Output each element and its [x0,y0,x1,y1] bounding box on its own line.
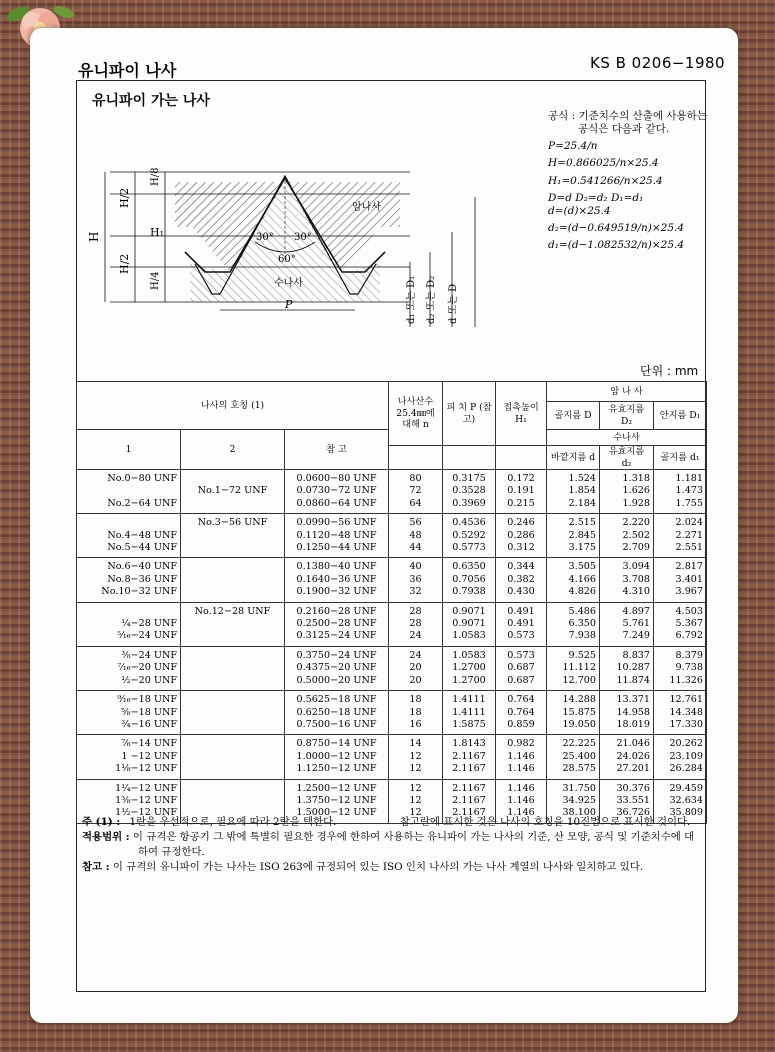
thread-dimensions-table [76,381,707,824]
formula-line: d₂=(d−0.649519/n)×25.4 [548,221,685,234]
header-minor-male: 골지름 d₁ [654,446,707,470]
table-cell-D1: 12.761 14.348 17.330 [654,691,707,735]
formula-line: 공식 : 기준치수의 산출에 사용하는 [548,110,707,122]
table-cell-c1: No.4−48 UNF No.5−44 UNF [77,514,181,558]
table-cell-n: 12 12 12 [389,779,443,823]
header-pitch: 피 치 P (참 고) [443,382,496,446]
table-cell-ref: 0.5625−18 UNF 0.6250−18 UNF 0.7500−16 UNF [285,691,389,735]
table-cell-D: 3.505 4.166 4.826 [547,558,600,602]
scope-note [82,830,702,860]
standard-number: KS B 0206−1980 [590,54,726,72]
table-cell-h: 0.344 0.382 0.430 [496,558,547,602]
header-minor-female: 안지름 D₁ [654,402,707,430]
formula-block [548,110,708,252]
table-cell-n: 56 48 44 [389,514,443,558]
table-cell-n: 80 72 64 [389,470,443,514]
label-60deg: 60° [278,254,296,265]
header-col2: 2 [181,430,285,470]
table-cell-c1: ⅜−24 UNF ⁷⁄₁₆−20 UNF ½−20 UNF [77,646,181,690]
note-1-text2: 참고란에 표시한 것은 나사의 호칭을 10진법으로 표시한 것이다. [399,816,691,828]
label-h2-top: H/2 [118,187,131,208]
table-cell-c2 [181,646,285,690]
table-cell-c1: No.0−80 UNF No.2−64 UNF [77,470,181,514]
header-female-thread: 암 나 사 [547,382,707,402]
table-cell-p: 0.4536 0.5292 0.5773 [443,514,496,558]
table-cell-ref: 0.0990−56 UNF 0.1120−48 UNF 0.1250−44 UNF [285,514,389,558]
note-1 [82,815,702,830]
table-cell-c2: No.1−72 UNF [181,470,285,514]
table-cell-D2: 30.376 33.551 36.726 [600,779,654,823]
table-row [77,646,707,690]
table-cell-h: 0.491 0.491 0.573 [496,602,547,646]
table-cell-D2: 2.220 2.502 2.709 [600,514,654,558]
table-cell-c2: No.3−56 UNF [181,514,285,558]
table-cell-c1: ⅞−14 UNF 1 −12 UNF 1⅛−12 UNF [77,735,181,779]
table-cell-p: 1.4111 1.4111 1.5875 [443,691,496,735]
table-cell-n: 28 28 24 [389,602,443,646]
label-30deg-left: 30° [256,232,274,243]
table-cell-h: 0.764 0.764 0.859 [496,691,547,735]
note-1-text: 1란을 우선적으로, 필요에 따라 2란을 택한다. [129,816,337,828]
table-cell-ref: 0.8750−14 UNF 1.0000−12 UNF 1.1250−12 UNF [285,735,389,779]
table-cell-h: 0.246 0.286 0.312 [496,514,547,558]
unit-label: 단위 : mm [640,364,699,378]
table-cell-c1: ¼−28 UNF ⁵⁄₁₆−24 UNF [77,602,181,646]
scope-label: 적용범위 : [82,831,130,844]
formula-line: D=d D₂=d₂ D₁=d₁ [548,191,644,204]
table-cell-p: 0.3175 0.3528 0.3969 [443,470,496,514]
table-cell-D1: 4.503 5.367 6.792 [654,602,707,646]
label-d1: d₁ 또는 D₁ [406,275,417,324]
header-male-thread: 수나사 [547,430,707,446]
table-row [77,558,707,602]
table-cell-c2 [181,691,285,735]
table-row [77,602,707,646]
section-title: 유니파이 가는 나사 [92,93,210,109]
reference-text: 이 규격의 유니파이 가는 나사는 ISO 263에 규정되어 있는 ISO 인치 나사의 가는 나사 계열의 나사와 일치하고 있다. [112,861,644,874]
table-cell-D: 14.288 15.875 19.050 [547,691,600,735]
header-pitch-female: 유효지름 D₂ [600,402,654,430]
table-cell-p: 1.0583 1.2700 1.2700 [443,646,496,690]
table-cell-D1: 2.817 3.401 3.967 [654,558,707,602]
table-cell-n: 18 18 16 [389,691,443,735]
table-cell-D2: 4.897 5.761 7.249 [600,602,654,646]
table-cell-p: 0.6350 0.7056 0.7938 [443,558,496,602]
table-cell-D2: 3.094 3.708 4.310 [600,558,654,602]
formula-line: H₁=0.541266/n×25.4 [548,174,663,187]
label-female-thread: 암나사 [352,202,381,213]
formula-line: P=25.4/n [548,140,598,153]
table-cell-ref: 0.1380−40 UNF 0.1640−36 UNF 0.1900−32 UNF [285,558,389,602]
table-cell-ref: 0.0600−80 UNF 0.0730−72 UNF 0.0860−64 UNF [285,470,389,514]
table-cell-h: 0.982 1.146 1.146 [496,735,547,779]
formula-line: d₁=(d−1.082532/n)×25.4 [548,239,685,251]
header-contact-cont [496,446,547,470]
table-cell-D1: 29.459 32.634 35.809 [654,779,707,823]
header-pitch-male: 유효지름 d₂ [600,446,654,470]
note-1-label: 주 (1) : [82,816,121,828]
header-ref: 참 고 [285,430,389,470]
table-row [77,735,707,779]
table-cell-c2 [181,735,285,779]
table-cell-D: 2.515 2.845 3.175 [547,514,600,558]
table-cell-p: 1.8143 2.1167 2.1167 [443,735,496,779]
label-d2: d₂ 또는 D₂ [426,275,437,324]
table-cell-D: 22.225 25.400 28.575 [547,735,600,779]
label-h1: H₁ [150,226,165,239]
table-cell-D1: 1.181 1.473 1.755 [654,470,707,514]
table-cell-c2: No.12−28 UNF [181,602,285,646]
table-cell-D: 31.750 34.925 38.100 [547,779,600,823]
table-cell-ref: 0.2160−28 UNF 0.2500−28 UNF 0.3125−24 UNF [285,602,389,646]
thread-profile-diagram [80,112,550,352]
table-cell-ref: 0.3750−24 UNF 0.4375−20 UNF 0.5000−20 UNF [285,646,389,690]
table-cell-D: 9.525 11.112 12.700 [547,646,600,690]
table-cell-h: 1.146 1.146 1.146 [496,779,547,823]
reference-note [82,860,702,875]
table-cell-c2 [181,558,285,602]
table-cell-c1: No.6−40 UNF No.8−36 UNF No.10−32 UNF [77,558,181,602]
label-h2-bottom: H/2 [118,253,131,274]
header-col1: 1 [77,430,181,470]
document-title: 유니파이 나사 [78,61,177,80]
table-cell-p: 2.1167 2.1167 2.1167 [443,779,496,823]
reference-label: 참고 : [82,861,110,874]
table-row [77,691,707,735]
table-cell-p: 0.9071 0.9071 1.0583 [443,602,496,646]
header-threads: 나사산수 25.4㎜에 대해 n [389,382,443,446]
label-pitch: P [285,298,293,311]
label-h4: H/4 [150,271,161,290]
notes-block [82,815,702,875]
table-cell-D1: 20.262 23.109 26.284 [654,735,707,779]
table-cell-D2: 21.046 24.026 27.201 [600,735,654,779]
table-cell-h: 0.573 0.687 0.687 [496,646,547,690]
table-cell-D1: 2.024 2.271 2.551 [654,514,707,558]
header-designation: 나사의 호칭 (1) [77,382,389,430]
table-cell-D2: 1.318 1.626 1.928 [600,470,654,514]
table-cell-D: 1.524 1.854 2.184 [547,470,600,514]
header-major-female: 골지름 D [547,402,600,430]
header-major-male: 바깥지름 d [547,446,600,470]
scope-text: 이 규격은 항공기 그 밖에 특별히 필요한 경우에 한하여 사용하는 유니파이 가는 나사의 기준, 산 모양, 공식 및 기준치수에 대하여 규정한다. [132,831,695,859]
table-cell-n: 24 20 20 [389,646,443,690]
table-cell-ref: 1.2500−12 UNF 1.3750−12 UNF 1.5000−12 UNF [285,779,389,823]
table-cell-D2: 8.837 10.287 11.874 [600,646,654,690]
formula-line: d=(d)×25.4 [548,204,611,217]
header-pitch-cont [443,446,496,470]
formula-line: 공식은 다음과 같다. [578,123,670,136]
table-cell-h: 0.172 0.191 0.215 [496,470,547,514]
header-contact-height: 접촉높이 H₁ [496,382,547,446]
table-row [77,514,707,558]
table-cell-D2: 13.371 14.958 18.019 [600,691,654,735]
label-male-thread: 수나사 [274,278,303,289]
label-30deg-right: 30° [294,232,312,243]
table-cell-D1: 8.379 9.738 11.326 [654,646,707,690]
table-cell-D: 5.486 6.350 7.938 [547,602,600,646]
formula-line: H=0.866025/n×25.4 [548,157,659,170]
label-h8: H/8 [150,167,161,186]
label-h: H [87,231,101,242]
table-cell-n: 40 36 32 [389,558,443,602]
table-cell-n: 14 12 12 [389,735,443,779]
table-row [77,470,707,514]
table-cell-c1: 1¼−12 UNF 1⅜−12 UNF 1½−12 UNF [77,779,181,823]
table-cell-c1: ⁹⁄₁₆−18 UNF ⅝−18 UNF ¾−16 UNF [77,691,181,735]
header-threads-cont [389,446,443,470]
label-d: d 또는 D [448,283,459,324]
